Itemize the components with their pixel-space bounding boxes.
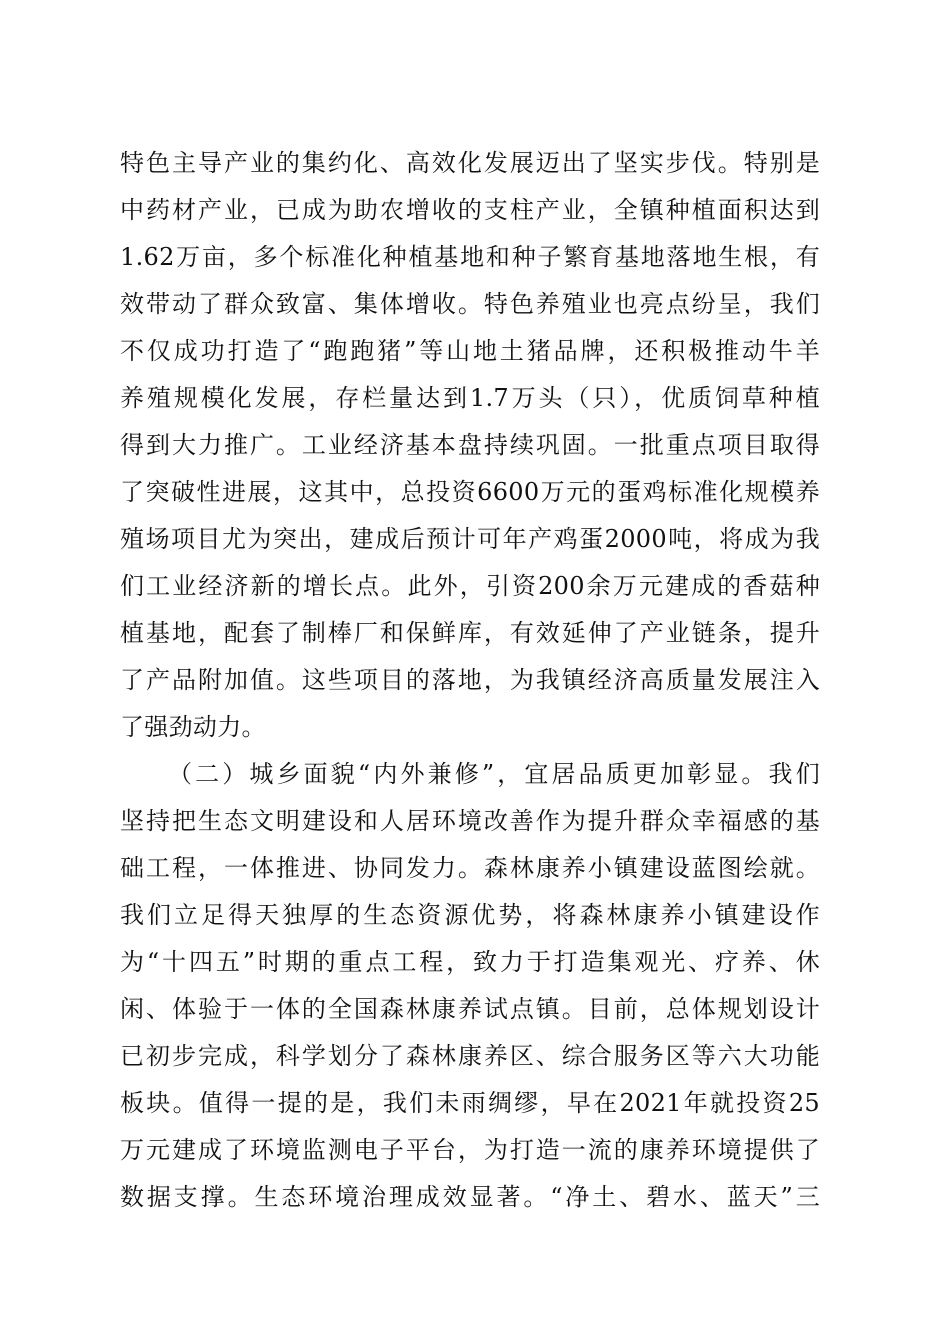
text-line: 效带动了群众致富、集体增收。特色养殖业也亮点纷呈，我们 bbox=[120, 290, 820, 318]
text-line: 万元建成了环境监测电子平台，为打造一流的康养环境提供了 bbox=[120, 1136, 820, 1164]
body-text bbox=[120, 140, 820, 1221]
text-line: 板块。值得一提的是，我们未雨绸缪，早在2021年就投资25 bbox=[120, 1089, 820, 1117]
text-line: 了突破性进展，这其中，总投资6600万元的蛋鸡标准化规模养 bbox=[120, 478, 820, 506]
text-line: 闲、体验于一体的全国森林康养试点镇。目前，总体规划设计 bbox=[120, 995, 820, 1023]
text-line: 为“十四五”时期的重点工程，致力于打造集观光、疗养、休 bbox=[120, 948, 820, 976]
paragraph-end-line: 了强劲动力。 bbox=[120, 713, 266, 741]
text-line: 了产品附加值。这些项目的落地，为我镇经济高质量发展注入 bbox=[120, 666, 820, 694]
text-line: 植基地，配套了制棒厂和保鲜库，有效延伸了产业链条，提升 bbox=[120, 619, 820, 647]
text-line: 特色主导产业的集约化、高效化发展迈出了坚实步伐。特别是 bbox=[120, 149, 820, 177]
text-line: 已初步完成，科学划分了森林康养区、综合服务区等六大功能 bbox=[120, 1042, 820, 1070]
text-line: 数据支撑。生态环境治理成效显著。“净土、碧水、蓝天”三 bbox=[120, 1183, 820, 1211]
text-line: 殖场项目尤为突出，建成后预计可年产鸡蛋2000吨，将成为我 bbox=[120, 525, 820, 553]
text-line: 养殖规模化发展，存栏量达到1.7万头（只），优质饲草种植 bbox=[120, 384, 820, 412]
section-heading-line: （二）城乡面貌“内外兼修”，宜居品质更加彰显。我们 bbox=[168, 760, 820, 788]
text-line: 坚持把生态文明建设和人居环境改善作为提升群众幸福感的基 bbox=[120, 807, 820, 835]
text-line: 得到大力推广。工业经济基本盘持续巩固。一批重点项目取得 bbox=[120, 431, 820, 459]
text-line: 础工程，一体推进、协同发力。森林康养小镇建设蓝图绘就。 bbox=[120, 854, 820, 882]
text-line: 中药材产业，已成为助农增收的支柱产业，全镇种植面积达到 bbox=[120, 196, 820, 224]
text-line: 我们立足得天独厚的生态资源优势，将森林康养小镇建设作 bbox=[120, 901, 820, 929]
text-line: 不仅成功打造了“跑跑猪”等山地土猪品牌，还积极推动牛羊 bbox=[120, 337, 820, 365]
text-line: 们工业经济新的增长点。此外，引资200余万元建成的香菇种 bbox=[120, 572, 820, 600]
text-line: 1.62万亩，多个标准化种植基地和种子繁育基地落地生根，有 bbox=[120, 243, 820, 271]
